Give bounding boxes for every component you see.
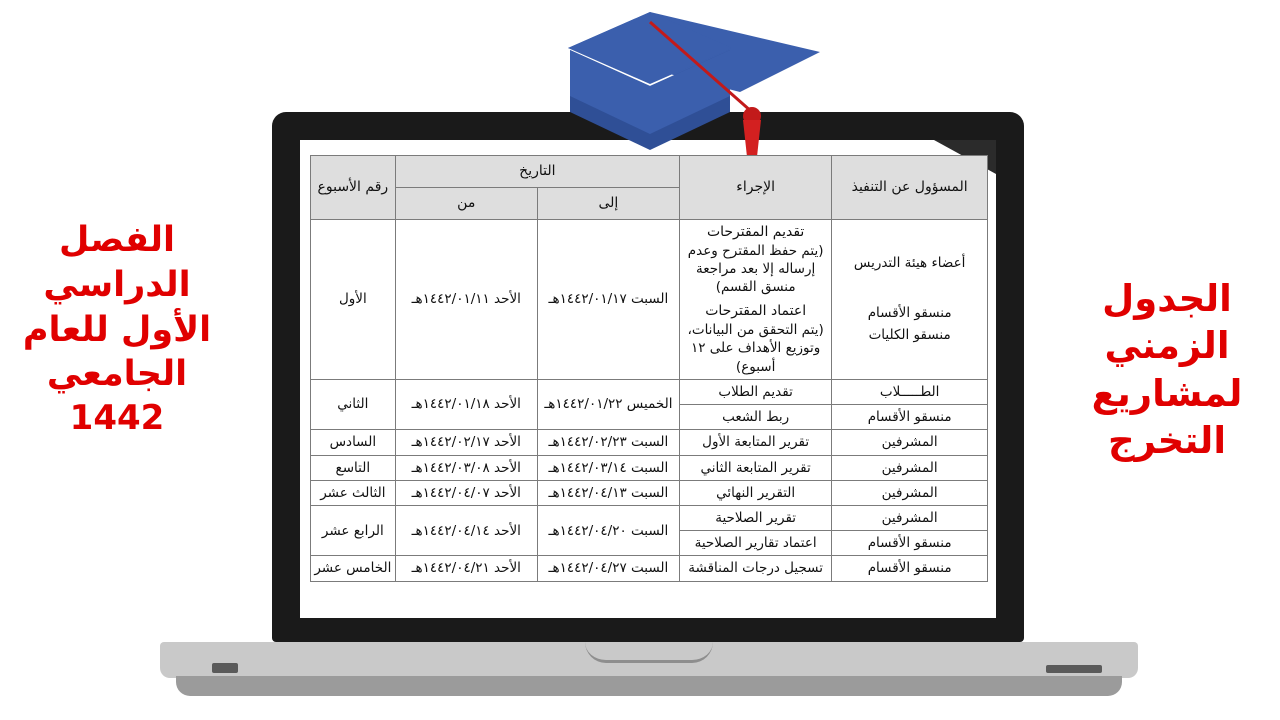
cell-week: التاسع bbox=[311, 455, 396, 480]
action-note-2: (يتم التحقق من البيانات، وتوزيع الأهداف على ١٢ أسبوع) bbox=[687, 322, 824, 375]
cell-action: تقرير الصلاحية bbox=[679, 505, 831, 530]
table-row bbox=[311, 455, 988, 480]
cell-week: الثالث عشر bbox=[311, 480, 396, 505]
cell-date-to: الخميس ١٤٤٢/٠١/٢٢هـ bbox=[537, 379, 679, 429]
action-line-2: اعتماد المقترحات bbox=[705, 303, 807, 320]
responsible-line-2: منسقو الأقسام bbox=[867, 305, 952, 322]
laptop-trackpad-notch bbox=[585, 642, 713, 663]
right-title-line-1: الجدول bbox=[1102, 277, 1232, 320]
schedule-table-container bbox=[310, 155, 988, 582]
right-title-line-4: التخرج bbox=[1107, 419, 1227, 463]
cell-responsible: منسقو الأقسام bbox=[832, 556, 988, 581]
graduation-projects-schedule-table bbox=[310, 155, 988, 582]
cell-responsible: منسقو الأقسام bbox=[832, 405, 988, 430]
cell-action: اعتماد تقارير الصلاحية bbox=[679, 531, 831, 556]
cell-responsible: المشرفين bbox=[832, 455, 988, 480]
cell-responsible: الطـــــلاب bbox=[832, 379, 988, 404]
cell-date-to: السبت ١٤٤٢/٠١/١٧هـ bbox=[537, 219, 679, 379]
cell-week: السادس bbox=[311, 430, 396, 455]
table-row bbox=[311, 556, 988, 581]
cell-responsible: المشرفين bbox=[832, 480, 988, 505]
cell-responsible: المشرفين bbox=[832, 505, 988, 530]
responsible-line-3: منسقو الكليات bbox=[868, 327, 951, 344]
action-line-1: تقديم المقترحات bbox=[706, 223, 805, 240]
cell-action: تقرير المتابعة الثاني bbox=[679, 455, 831, 480]
cell-date-to: السبت ١٤٤٢/٠٤/٢٧هـ bbox=[537, 556, 679, 581]
table-row bbox=[311, 480, 988, 505]
cell-action: تقديم الطلاب bbox=[679, 379, 831, 404]
table-row bbox=[311, 430, 988, 455]
cell-date-from: الأحد ١٤٤٢/٠١/١٨هـ bbox=[395, 379, 537, 429]
cell-date-to: السبت ١٤٤٢/٠٢/٢٣هـ bbox=[537, 430, 679, 455]
header-action: الإجراء bbox=[679, 156, 831, 220]
left-title-year: 1442 bbox=[69, 398, 165, 439]
table-header-row-1 bbox=[311, 156, 988, 188]
cell-date-to: السبت ١٤٤٢/٠٤/٢٠هـ bbox=[537, 505, 679, 555]
left-title-line-4: الجامعي bbox=[46, 354, 188, 395]
cell-responsible: منسقو الأقسام bbox=[832, 531, 988, 556]
responsible-line-1: أعضاء هيئة التدريس bbox=[853, 255, 966, 271]
table-head bbox=[311, 156, 988, 220]
cell-action: تسجيل درجات المناقشة bbox=[679, 556, 831, 581]
table-row bbox=[311, 379, 988, 404]
cell-action: ربط الشعب bbox=[679, 405, 831, 430]
laptop-base-shadow bbox=[176, 676, 1122, 696]
laptop-key-right bbox=[1046, 665, 1102, 673]
laptop-key-left bbox=[212, 663, 238, 673]
cell-week: الرابع عشر bbox=[311, 505, 396, 555]
cell-date-from: الأحد ١٤٤٢/٠٤/١٤هـ bbox=[395, 505, 537, 555]
header-week-number: رقم الأسبوع bbox=[311, 156, 396, 220]
table-row bbox=[311, 505, 988, 530]
left-title-line-3: الأول للعام bbox=[22, 309, 212, 350]
right-title-line-3: لمشاريع bbox=[1091, 371, 1243, 415]
cell-responsible: المشرفين bbox=[832, 430, 988, 455]
header-date-from: من bbox=[395, 187, 537, 219]
action-note-1: (يتم حفظ المقترح وعدم إرساله إلا بعد مراجعة منسق القسم) bbox=[687, 242, 824, 296]
left-title-line-2: الدراسي bbox=[43, 264, 191, 305]
header-date-group: التاريخ bbox=[395, 156, 679, 188]
cell-date-to: السبت ١٤٤٢/٠٣/١٤هـ bbox=[537, 455, 679, 480]
header-date-to: إلى bbox=[537, 187, 679, 219]
table-row bbox=[311, 219, 988, 379]
cell-date-from: الأحد ١٤٤٢/٠٢/١٧هـ bbox=[395, 430, 537, 455]
cell-week: الأول bbox=[311, 219, 396, 379]
cell-week: الخامس عشر bbox=[311, 556, 396, 581]
cell-date-to: السبت ١٤٤٢/٠٤/١٣هـ bbox=[537, 480, 679, 505]
left-title-line-1: الفصل bbox=[58, 220, 176, 260]
cell-date-from: الأحد ١٤٤٢/٠١/١١هـ bbox=[395, 219, 537, 379]
cell-date-from: الأحد ١٤٤٢/٠٤/٠٧هـ bbox=[395, 480, 537, 505]
cell-action: تقرير المتابعة الأول bbox=[679, 430, 831, 455]
cell-action bbox=[679, 219, 831, 379]
header-responsible: المسؤول عن التنفيذ bbox=[832, 156, 988, 220]
cell-action: التقرير النهائي bbox=[679, 480, 831, 505]
cell-date-from: الأحد ١٤٤٢/٠٤/٢١هـ bbox=[395, 556, 537, 581]
cell-responsible bbox=[832, 219, 988, 379]
table-body bbox=[311, 219, 988, 581]
cell-week: الثاني bbox=[311, 379, 396, 429]
cell-date-from: الأحد ١٤٤٢/٠٣/٠٨هـ bbox=[395, 455, 537, 480]
right-title-line-2: الزمني bbox=[1104, 324, 1230, 368]
